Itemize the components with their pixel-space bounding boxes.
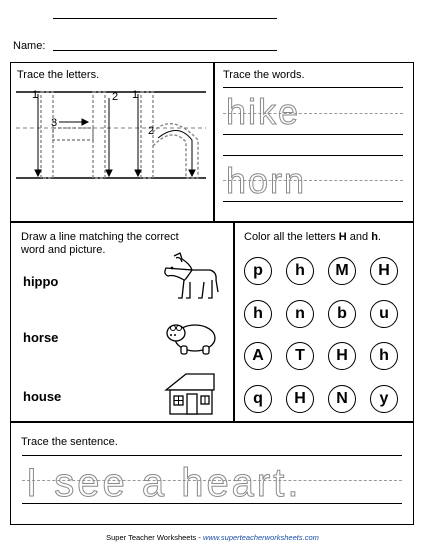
match-word-horse[interactable]: horse: [23, 330, 59, 345]
letter-circle[interactable]: b: [328, 300, 356, 328]
word2-base-line[interactable]: [223, 201, 403, 202]
match-word-hippo[interactable]: hippo: [23, 274, 59, 289]
step-number: 2: [148, 125, 155, 137]
matching-title-line1: Draw a line matching the correct: [21, 231, 179, 243]
trace-letters-title: Trace the letters.: [17, 69, 100, 81]
step-number: 1: [32, 89, 39, 101]
color-letters-title: [244, 231, 381, 244]
word2-top-line: [223, 155, 403, 156]
name-field-line[interactable]: [53, 50, 277, 51]
letter-circle[interactable]: H: [328, 342, 356, 370]
step-number: 2: [112, 91, 119, 103]
letter-circle[interactable]: n: [286, 300, 314, 328]
trace-words-title: Trace the words.: [223, 69, 305, 81]
step-number: 1: [132, 89, 139, 101]
letter-circle[interactable]: q: [244, 385, 272, 413]
letter-circle[interactable]: u: [370, 300, 398, 328]
matching-title-line2: word and picture.: [21, 244, 106, 256]
trace-sentence-text: I see a heart.: [26, 461, 302, 505]
letter-circle[interactable]: M: [328, 257, 356, 285]
footer-credit: [0, 533, 425, 542]
letter-circle[interactable]: A: [244, 342, 272, 370]
word1-top-line: [223, 87, 403, 88]
letter-circle[interactable]: h: [370, 342, 398, 370]
color-title-upper: H: [338, 231, 347, 243]
color-title-lower: h: [371, 231, 378, 243]
color-title-prefix: Color all the letters: [244, 231, 339, 243]
letter-circle[interactable]: H: [286, 385, 314, 413]
word1-base-line[interactable]: [223, 134, 403, 135]
letter-circle[interactable]: p: [244, 257, 272, 285]
top-blank-line: [53, 18, 277, 19]
hippo-icon[interactable]: [165, 316, 220, 358]
trace-word-1: hike: [226, 91, 301, 132]
color-title-and: and: [346, 231, 372, 243]
horse-icon[interactable]: [160, 250, 220, 305]
name-label: Name:: [13, 40, 46, 52]
letter-circle[interactable]: h: [286, 257, 314, 285]
footer-brand: Super Teacher Worksheets -: [106, 533, 203, 542]
letter-circle[interactable]: h: [244, 300, 272, 328]
letter-tracing-area[interactable]: [12, 86, 214, 186]
step-number: 3: [51, 117, 58, 129]
letter-circle[interactable]: y: [370, 385, 398, 413]
dotted-uppercase-h: [41, 92, 105, 178]
footer-url-link[interactable]: www.superteacherworksheets.com: [202, 533, 319, 542]
letter-circle[interactable]: T: [286, 342, 314, 370]
trace-sentence-title: Trace the sentence.: [21, 436, 118, 448]
trace-word-2: horn: [226, 160, 307, 201]
letter-circle[interactable]: N: [328, 385, 356, 413]
letter-circle[interactable]: H: [370, 257, 398, 285]
match-word-house[interactable]: house: [23, 389, 62, 404]
house-icon[interactable]: [162, 370, 218, 418]
sentence-top-line: [22, 455, 402, 456]
color-title-period: .: [377, 231, 381, 243]
